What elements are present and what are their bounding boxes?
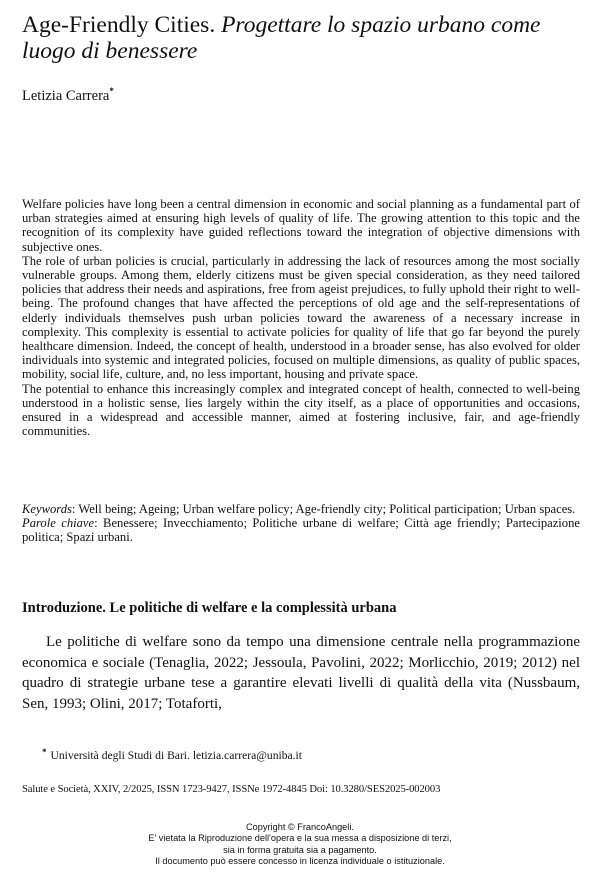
copyright-line: Il documento può essere concesso in licenza individuale o istituzionale. — [155, 856, 445, 867]
abstract-paragraph: The potential to enhance this increasingly complex and integrated concept of health, connected to well-being understood in a holistic sense, lies largely within the city itself, as a place of opportunities and occasions, ensured in a widespread and accessible manner, aimed at fostering inclusive, fair, and age-friendly communities. — [22, 381, 580, 439]
footnote-text: Università degli Studi di Bari. letizia.carrera@uniba.it — [50, 749, 302, 762]
keywords-italian — [22, 516, 580, 544]
copyright-line: Copyright © FrancoAngeli. — [246, 822, 354, 832]
title-italic: Progettare lo spazio urbano come luogo di benessere — [22, 12, 541, 64]
abstract — [22, 197, 580, 438]
keywords-label: Keywords — [22, 502, 72, 516]
author-footnote-mark: * — [109, 86, 114, 96]
author-name — [22, 86, 114, 105]
abstract-paragraph: The role of urban policies is crucial, particularly in addressing the lack of resources among the most socially vulnerable groups. Among them, elderly citizens must be given special consideration, as they need tailored policies that address their needs and aspirations, free from ageist prejudices, to fully uphold their right to well-being. The profound changes that have affected the perceptions of old age and the self-representations of elderly individuals themselves push urban policies toward the awareness of a necessary increase in complexity. This complexity is essential to activate policies for quality of life that go far beyond the purely healthcare dimension. Indeed, the concept of health, understood in a broader sense, has also evolved for older individuals into systemic and integrated policies, focused on multiple dimensions, as quality of public spaces, mobility, social life, culture, and, no less important, housing and private space. — [22, 253, 580, 382]
copyright-line: E' vietata la Riproduzione dell'opera e la sua messa a disposizione di terzi, — [148, 833, 452, 844]
parole-chiave-text: : Benessere; Invecchiamento; Politiche urbane di welfare; Città age friendly; Partecipazione politica; Spazi urbani. — [22, 516, 580, 545]
section-heading: Introduzione. Le politiche di welfare e la complessità urbana — [22, 600, 397, 616]
body-paragraph: Le politiche di welfare sono da tempo una dimensione centrale nella programmazione economica e sociale (Tenaglia, 2022; Jessoula, Pavolini, 2022; Morlicchio, 2019; 2012) nel quadro di strategie urbane tese a garantire elevati livelli di qualità della vita (Nussbaum, Sen, 1993; Olini, 2017; Totaforti, — [22, 634, 580, 712]
author-text: Letizia Carrera — [22, 88, 110, 104]
copyright-notice — [0, 822, 600, 868]
copyright-line: sia in forma gratuita sia a pagamento. — [223, 844, 377, 855]
title-plain: Age-Friendly Cities. — [22, 12, 222, 38]
keywords-text: : Well being; Ageing; Urban welfare policy; Age-friendly city; Political participation; Urban spaces. — [71, 502, 576, 516]
parole-chiave-label: Parole chiave — [22, 516, 95, 531]
footnote-mark: * — [42, 747, 47, 757]
body-text — [22, 632, 580, 714]
footnote — [42, 747, 302, 762]
keywords-block — [22, 502, 580, 545]
article-title — [22, 12, 582, 64]
journal-citation: Salute e Società, XXIV, 2/2025, ISSN 1723-9427, ISSNe 1972-4845 Doi: 10.3280/SES2025-002003 — [22, 784, 441, 795]
keywords-english — [22, 502, 580, 516]
abstract-paragraph: Welfare policies have long been a central dimension in economic and social planning as a fundamental part of urban strategies aimed at ensuring high levels of quality of life. The growing attention to this topic and the recognition of its complexity have guided reflections toward the integration of objective dimensions with subjective ones. — [22, 197, 580, 254]
